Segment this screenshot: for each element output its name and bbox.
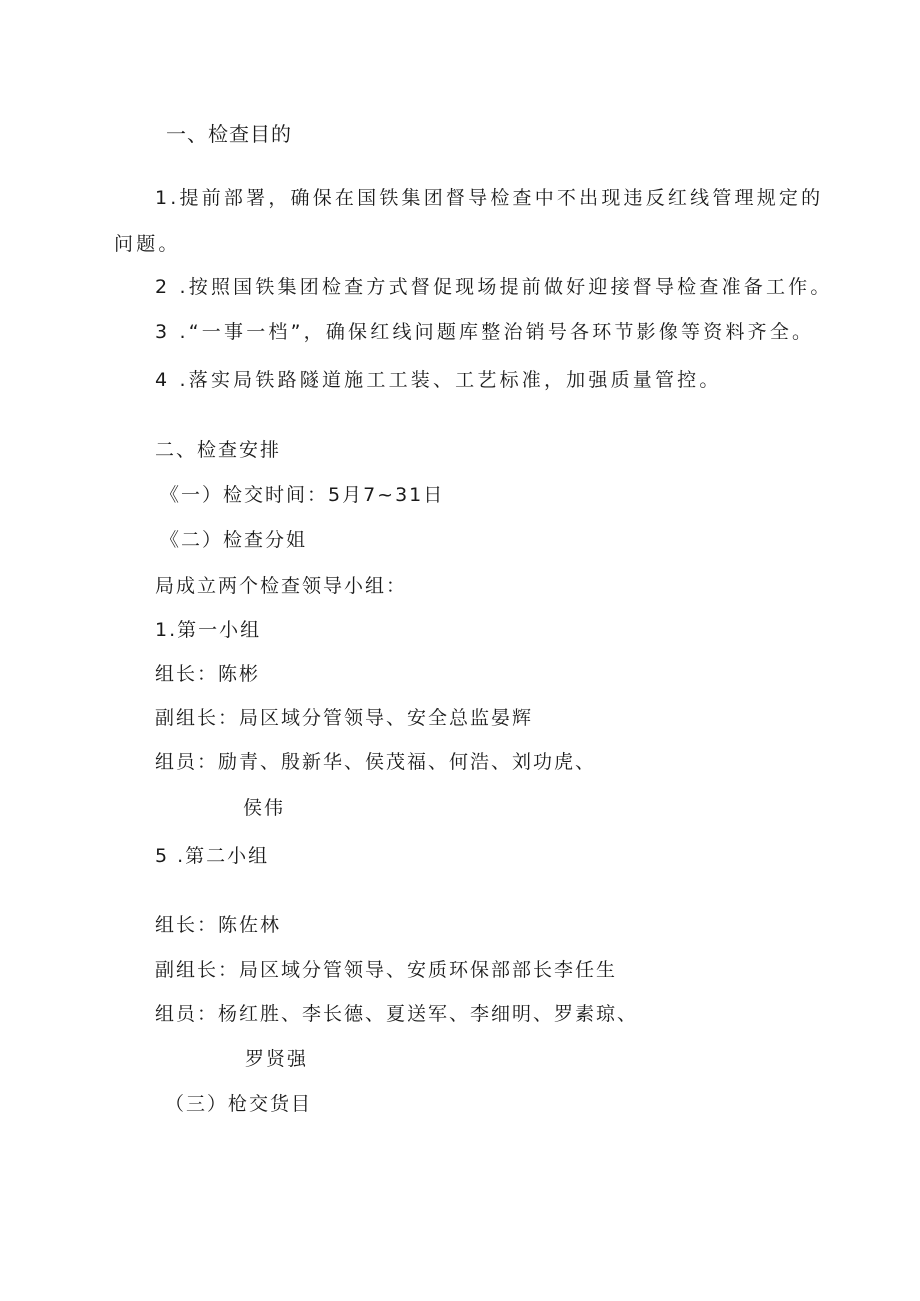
group-2-members: 组员：杨红胜、李长德、夏送军、李细明、罗素琼、 [155,1003,639,1025]
section-heading-arrangement: 二、检查安排 [155,439,282,461]
group-1-members-continued: 侯伟 [243,797,286,819]
group-2-deputy: 副组长：局区域分管领导、安质环保部部长李任生 [155,959,618,981]
purpose-item-1-line-2: 问题。 [114,233,181,255]
purpose-item-1-line-1: 1.提前部署，确保在国铁集团督导检查中不出现违反红线管理规定的 [155,187,824,209]
group-1-deputy: 副组长：局区域分管领导、安全总监晏辉 [155,707,534,729]
group-1-leader: 组长：陈彬 [155,663,261,685]
group-2-members-continued: 罗贤强 [245,1048,309,1070]
subsection-time: 《一）检交时间：5月7~31日 [160,484,445,506]
groups-intro: 局成立两个检查领导小组： [155,575,408,597]
purpose-item-4: 4 .落实局铁路隧道施工工装、工艺标准，加强质量管控。 [155,369,722,391]
group-1-members: 组员：励青、殷新华、侯茂福、何浩、刘功虎、 [155,751,597,773]
subsection-groups: 《二）检查分姐 [160,529,308,551]
section-heading-purpose: 一、检查目的 [166,122,292,146]
purpose-item-2: 2 .按照国铁集团检查方式督促现场提前做好迎接督导检查准备工作。 [155,276,833,298]
group-2-title: 5 .第二小组 [155,845,270,867]
group-2-leader: 组长：陈佐林 [155,914,282,936]
group-1-title: 1.第一小组 [155,619,262,641]
subsection-items: （三）枪交货目 [165,1093,313,1115]
purpose-item-3: 3 .“一事一档”，确保红线问题库整治销号各环节影像等资料齐全。 [155,321,815,343]
